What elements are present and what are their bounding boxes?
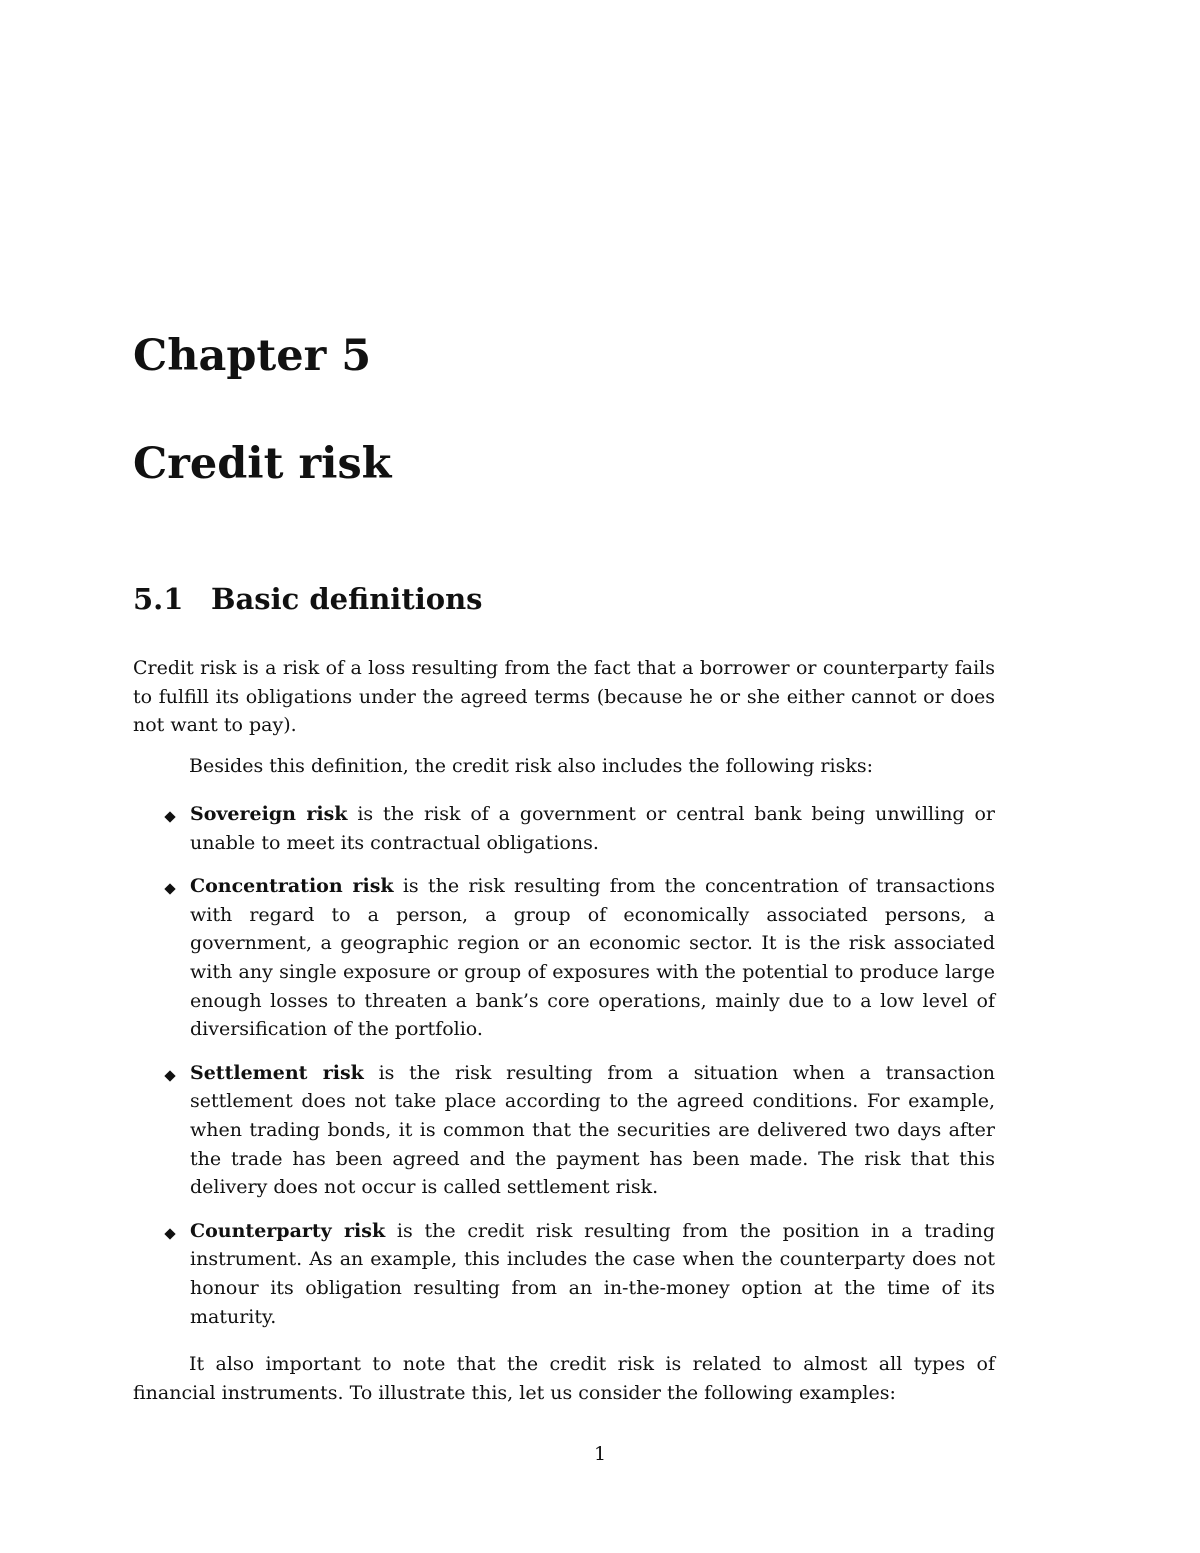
risk-item-concentration [133,872,995,1044]
risk-term: Settlement risk [190,1061,364,1084]
section-heading [133,579,482,619]
section-number: 5.1 [133,582,184,616]
risk-term: Concentration risk [190,875,394,898]
bullet-diamond-icon [164,1228,175,1239]
risk-list [133,800,995,1346]
risk-item-sovereign [133,800,995,857]
risk-term: Counterparty risk [190,1219,386,1242]
bullet-diamond-icon [164,1070,175,1081]
chapter-title: Credit risk [133,439,392,489]
risk-definition: is the risk resulting from a situation when a transaction settlement does not take place according to the agreed conditions. For example, when trading bonds, it is common that the securities are delivered two days after the trade has been agreed and the payment has been made. The risk that this delivery does not occur is called settlement risk. [190,1061,995,1199]
risk-term: Sovereign risk [190,803,348,825]
bullet-diamond-icon [164,811,175,822]
risk-definition: is the risk resulting from the concentration of transactions with regard to a person, a group of economically associated persons, a government, a geographic region or an economic sector. It is the risk associated with any single exposure or group of exposures with the potential to produce large enough losses to threaten a bank’s core operations, mainly due to a low level of diversification of the portfolio. [190,875,995,1041]
page-number: 1 [593,1443,607,1465]
chapter-label: Chapter 5 [133,331,372,381]
intro-paragraph: Credit risk is a risk of a loss resulting from the fact that a borrower or counterparty fails to fulfill its obligations under the agreed terms (because he or she either cannot or does not want to pay). [133,657,995,737]
risk-item-settlement [133,1059,995,1202]
besides-paragraph: Besides this definition, the credit risk also includes the following risks: [189,755,873,777]
risk-item-counterparty [133,1217,995,1331]
risk-definition: is the risk of a government or central bank being unwilling or unable to meet its contractual obligations. [190,803,995,854]
risk-definition: is the credit risk resulting from the position in a trading instrument. As an example, this includes the case when the counterparty does not honour its obligation resulting from an in-the-money option at the time of its maturity. [190,1219,995,1328]
closing-paragraph: It also important to note that the credit risk is related to almost all types of financial instruments. To illustrate this, let us consider the following examples: [133,1353,995,1404]
section-title: Basic definitions [211,582,483,616]
bullet-diamond-icon [164,884,175,895]
